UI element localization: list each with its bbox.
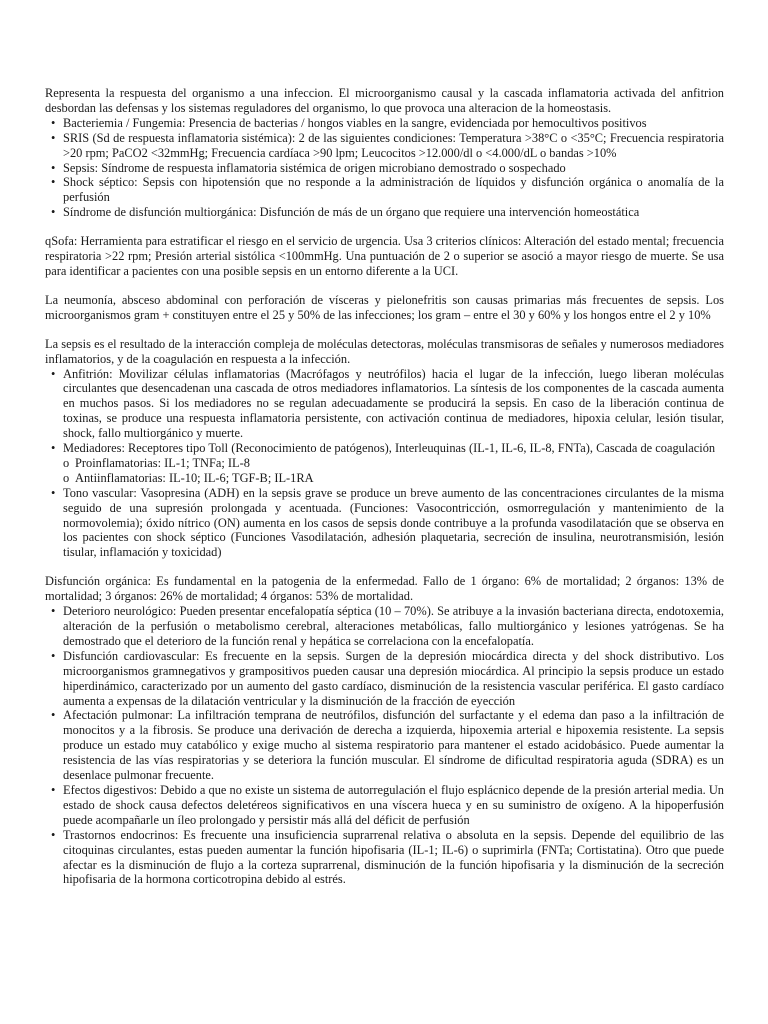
section-sepsis-definitions xyxy=(45,86,724,220)
section-pathophysiology xyxy=(45,337,724,561)
causes-paragraph: La neumonía, absceso abdominal con perforación de vísceras y pielonefritis son causas primarias más frecuentes de sepsis. Los microorganismos gram + constituyen entre el 25 y 50% de las infecciones; los gram – entre el 30 y 60% y los hongos entre el 2 y 10% xyxy=(45,292,724,322)
list-item: • Trastornos endocrinos: Es frecuente una insuficiencia suprarrenal relativa o absoluta en la sepsis. Depende del equilibrio de las citoquinas circulantes, estas pueden aumentar la función hipofisaria (IL-1; IL-6) o suprimirla (FNTa; Cortistatina). Otro que puede afectar es la disminución de flujo a la corteza suprarrenal, disminución de la función hipofisaria y la disminución de la secreción hipofisaria de la hormona corticotropina debido al estrés. xyxy=(63,828,724,888)
list-item: • Síndrome de disfunción multiorgánica: Disfunción de más de un órgano que requiere una intervención homeostática xyxy=(63,205,724,220)
mediators-sublist xyxy=(63,456,724,486)
sub-list-item: o Proinflamatorias: IL-1; TNFa; IL-8 xyxy=(63,456,724,471)
list-item: • SRIS (Sd de respuesta inflamatoria sistémica): 2 de las siguientes condiciones: Temperatura >38°C o <35°C; Frecuencia respiratoria >20 rpm; PaCO2 <32mmHg; Frecuencia cardíaca >90 lpm; Leucocitos >12.000/dl o <4.000/dL o bandas >10% xyxy=(63,131,724,161)
list-item: • Disfunción cardiovascular: Es frecuente en la sepsis. Surgen de la depresión miocárdica directa y del shock distributivo. Los microorganismos gramnegativos y grampositivos pueden causar una depresión miocárdica. Al principio la sepsis produce un estado hiperdinámico, caracterizado por un aumento del gasto cardíaco, disminución de la resistencia vascular periférica. El gasto cardíaco aumenta a expensas de la dilatación ventricular y la disminución de la fracción de eyección xyxy=(63,649,724,709)
section-causes xyxy=(45,293,724,323)
list-item: • Bacteriemia / Fungemia: Presencia de bacterias / hongos viables en la sangre, evidenciada por hemocultivos positivos xyxy=(63,116,724,131)
list-item: • Anfitrión: Movilizar células inflamatorias (Macrófagos y neutrófilos) hacia el lugar de la infección, luego liberan moléculas circulantes que desencadenan una cascada de otros mediadores inflamatorios. La síntesis de los componentes de la cascada aumenta en muchos pasos. Si los mediadores no se regulan adecuadamente se producirá la sepsis. En caso de la liberación continua de toxinas, se produce una respuesta inflamatoria persistente, con activación continua de mediadores, hipoxia celular, lesión tisular, shock, fallo multiorgánico y muerte. xyxy=(63,367,724,442)
pathophysiology-list xyxy=(45,367,724,561)
section-organ-dysfunction xyxy=(45,574,724,887)
list-item: • Efectos digestivos: Debido a que no existe un sistema de autorregulación el flujo esplácnico depende de la presión arterial media. Un estado de shock causa defectos deletéreos significativos en una víscera hueca y en su suministro de oxígeno. A la hipoperfusión puede acompañarle un íleo prolongado y persistir más allá del déficit de perfusión xyxy=(63,783,724,828)
list-item: • Afectación pulmonar: La infiltración temprana de neutrófilos, disfunción del surfactante y el edema dan paso a la infiltración de monocitos y a la fibrosis. Se produce una derivación de derecha a izquierda, hipoxemia arterial e hipoxemia resistente. La sepsis produce un estado muy catabólico y exige mucho al sistema respiratorio para mantener el estado acidobásico. Puede aumentar la resistencia de las vías respiratorias y se deteriora la función muscular. El síndrome de dificultad respiratoria aguda (SDRA) es un desenlace pulmonar frecuente. xyxy=(63,708,724,783)
list-item: • Shock séptico: Sepsis con hipotensión que no responde a la administración de líquidos y disfunción orgánica o anomalía de la perfusión xyxy=(63,175,724,205)
qsofa-paragraph: qSofa: Herramienta para estratificar el riesgo en el servicio de urgencia. Usa 3 criterios clínicos: Alteración del estado mental; frecuencia respiratoria >22 rpm; Presión arterial sistólica <100mmHg. Una puntuación de 2 o superior se asoció a mayor riesgo de muerte. Se usa para identificar a pacientes con una posible sepsis en un entorno diferente a la UCI. xyxy=(45,234,724,278)
list-item: • Deterioro neurológico: Pueden presentar encefalopatía séptica (10 – 70%). Se atribuye a la invasión bacteriana directa, endotoxemia, alteración de la perfusión o metabolismo cerebral, alteraciones metabólicas, fallo multiorgánico y lesiones yatrógenas. Se ha demostrado que el deterioro de la función renal y hepática se correlaciona con la encefalopatía. xyxy=(63,604,724,649)
organ-dysfunction-paragraph: Disfunción orgánica: Es fundamental en la patogenia de la enfermedad. Fallo de 1 órgano: 6% de mortalidad; 2 órganos: 13% de mortalidad; 3 órganos: 26% de mortalidad; 4 órganos: 53% de mortalidad. xyxy=(45,574,724,604)
mediators-text: Mediadores: Receptores tipo Toll (Reconocimiento de patógenos), Interleuquinas (IL-1, IL-6, IL-8, FNTa), Cascada de coagulación xyxy=(63,441,716,456)
sub-list-item: o Antiinflamatorias: IL-10; IL-6; TGF-B; IL-1RA xyxy=(63,471,724,486)
list-item: • Sepsis: Síndrome de respuesta inflamatoria sistémica de origen microbiano demostrado o sospechado xyxy=(63,161,724,176)
list-item xyxy=(63,441,724,486)
intro-paragraph: Representa la respuesta del organismo a una infeccion. El microorganismo causal y la cascada inflamatoria activada del anfitrion desbordan las defensas y los sistemas reguladores del organismo, lo que provoca una alteracion de la homeostasis. xyxy=(45,86,724,115)
organ-dysfunction-list xyxy=(45,604,724,887)
list-item: • Tono vascular: Vasopresina (ADH) en la sepsis grave se produce un breve aumento de las concentraciones circulantes de la misma seguido de una supresión prolongada y acentuada. (Funciones: Vasocontricción, osmorregulación y mantenimiento de la normovolemia); óxido nítrico (ON) aumenta en los casos de sepsis donde contribuye a la profunda vasodilatación que se observa en los pacientes con shock séptico (Funciones Vasodilatación, adhesión plaquetaria, secreción de insulina, neurotransmisión, lesión tisular, inflamación y toxicidad) xyxy=(63,486,724,561)
section-qsofa xyxy=(45,234,724,279)
pathophysiology-paragraph: La sepsis es el resultado de la interacción compleja de moléculas detectoras, moléculas transmisoras de señales y numerosos mediadores inflamatorios, y de la coagulación en respuesta a la infección. xyxy=(45,336,724,366)
definitions-list xyxy=(45,116,724,220)
